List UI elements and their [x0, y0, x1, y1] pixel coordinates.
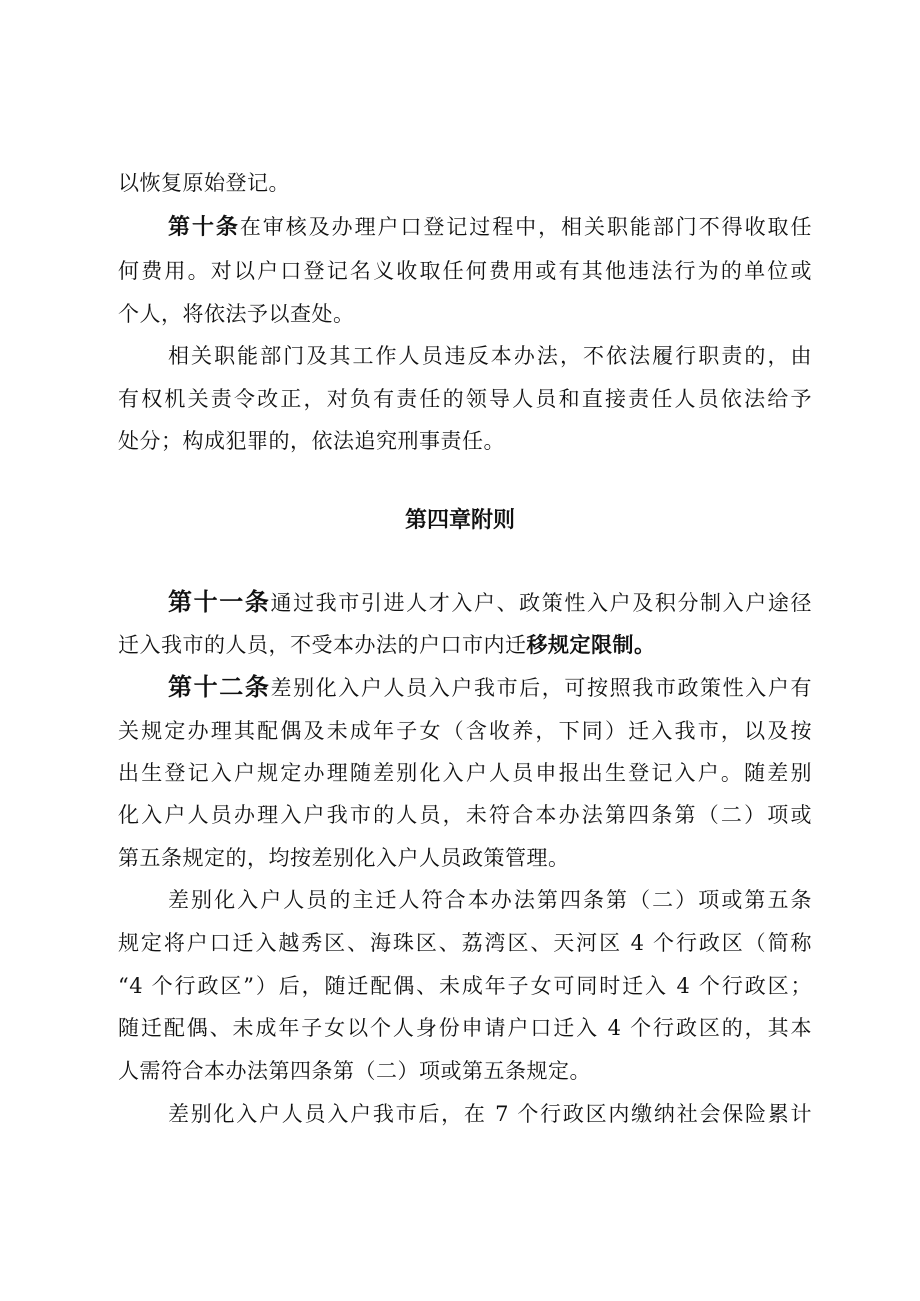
chapter-4-title: 第四章附则 [404, 508, 515, 533]
article-12-line-3: 出生登记入户规定办理随差别化入户人员申报出生登记入户。随差别 [118, 761, 812, 785]
article-10-para2-line-2: 有权机关责令改正，对负有责任的领导人员和直接责任人员依法给予 [118, 387, 812, 411]
article-12-heading: 第十二条 [168, 673, 271, 701]
article-11-text-1: 通过我市引进人才入户、政策性入户及积分制入户途径 [270, 591, 812, 615]
article-11-line-1 [168, 587, 812, 618]
article-10-line-2: 何费用。对以户口登记名义收取任何费用或有其他违法行为的单位或 [118, 259, 812, 283]
article-12-para3-line-1: 差别化入户人员入户我市后，在 7 个行政区内缴纳社会保险累计 [168, 1102, 812, 1126]
article-12-para2-line-3: “4 个行政区”）后，随迁配偶、未成年子女可同时迁入 4 个行政区； [118, 974, 812, 998]
article-11-text-2-bold: 移规定限制。 [526, 633, 656, 657]
article-9-tail: 以恢复原始登记。 [118, 171, 290, 195]
article-12-line-5: 第五条规定的，均按差别化入户人员政策管理。 [118, 846, 570, 870]
article-10-line-3: 个人，将依法予以查处。 [118, 302, 355, 326]
article-12-para2-line-4: 随迁配偶、未成年子女以个人身份申请户口迁入 4 个行政区的，其本 [118, 1016, 812, 1040]
article-12-line-2: 关规定办理其配偶及未成年子女（含收养，下同）迁入我市，以及按 [118, 719, 812, 743]
article-12-para2-line-5: 人需符合本办法第四条第（二）项或第五条规定。 [118, 1059, 591, 1083]
article-12-line-4: 化入户人员办理入户我市的人员，未符合本办法第四条第（二）项或 [118, 803, 812, 827]
article-12-text-1: 差别化入户人员入户我市后，可按照我市政策性入户有 [270, 676, 812, 700]
article-11-heading: 第十一条 [168, 588, 271, 616]
article-12-line-1 [168, 672, 812, 703]
article-10-heading: 第十条 [168, 215, 240, 240]
article-11-line-2 [118, 630, 812, 660]
article-10-text-1: 在审核及办理户口登记过程中，相关职能部门不得收取任 [239, 215, 812, 239]
article-11-text-2: 迁入我市的人员，不受本办法的户口市内迁 [118, 633, 527, 657]
article-12-para2-line-2: 规定将户口迁入越秀区、海珠区、荔湾区、天河区 4 个行政区（简称 [118, 931, 812, 955]
article-10-line-1 [168, 212, 812, 243]
article-12-para2-line-1: 差别化入户人员的主迁人符合本办法第四条第（二）项或第五条 [168, 888, 812, 912]
article-10-para2-line-1: 相关职能部门及其工作人员违反本办法，不依法履行职责的，由 [168, 344, 812, 368]
article-10-para2-line-3: 处分；构成犯罪的，依法追究刑事责任。 [118, 429, 505, 453]
